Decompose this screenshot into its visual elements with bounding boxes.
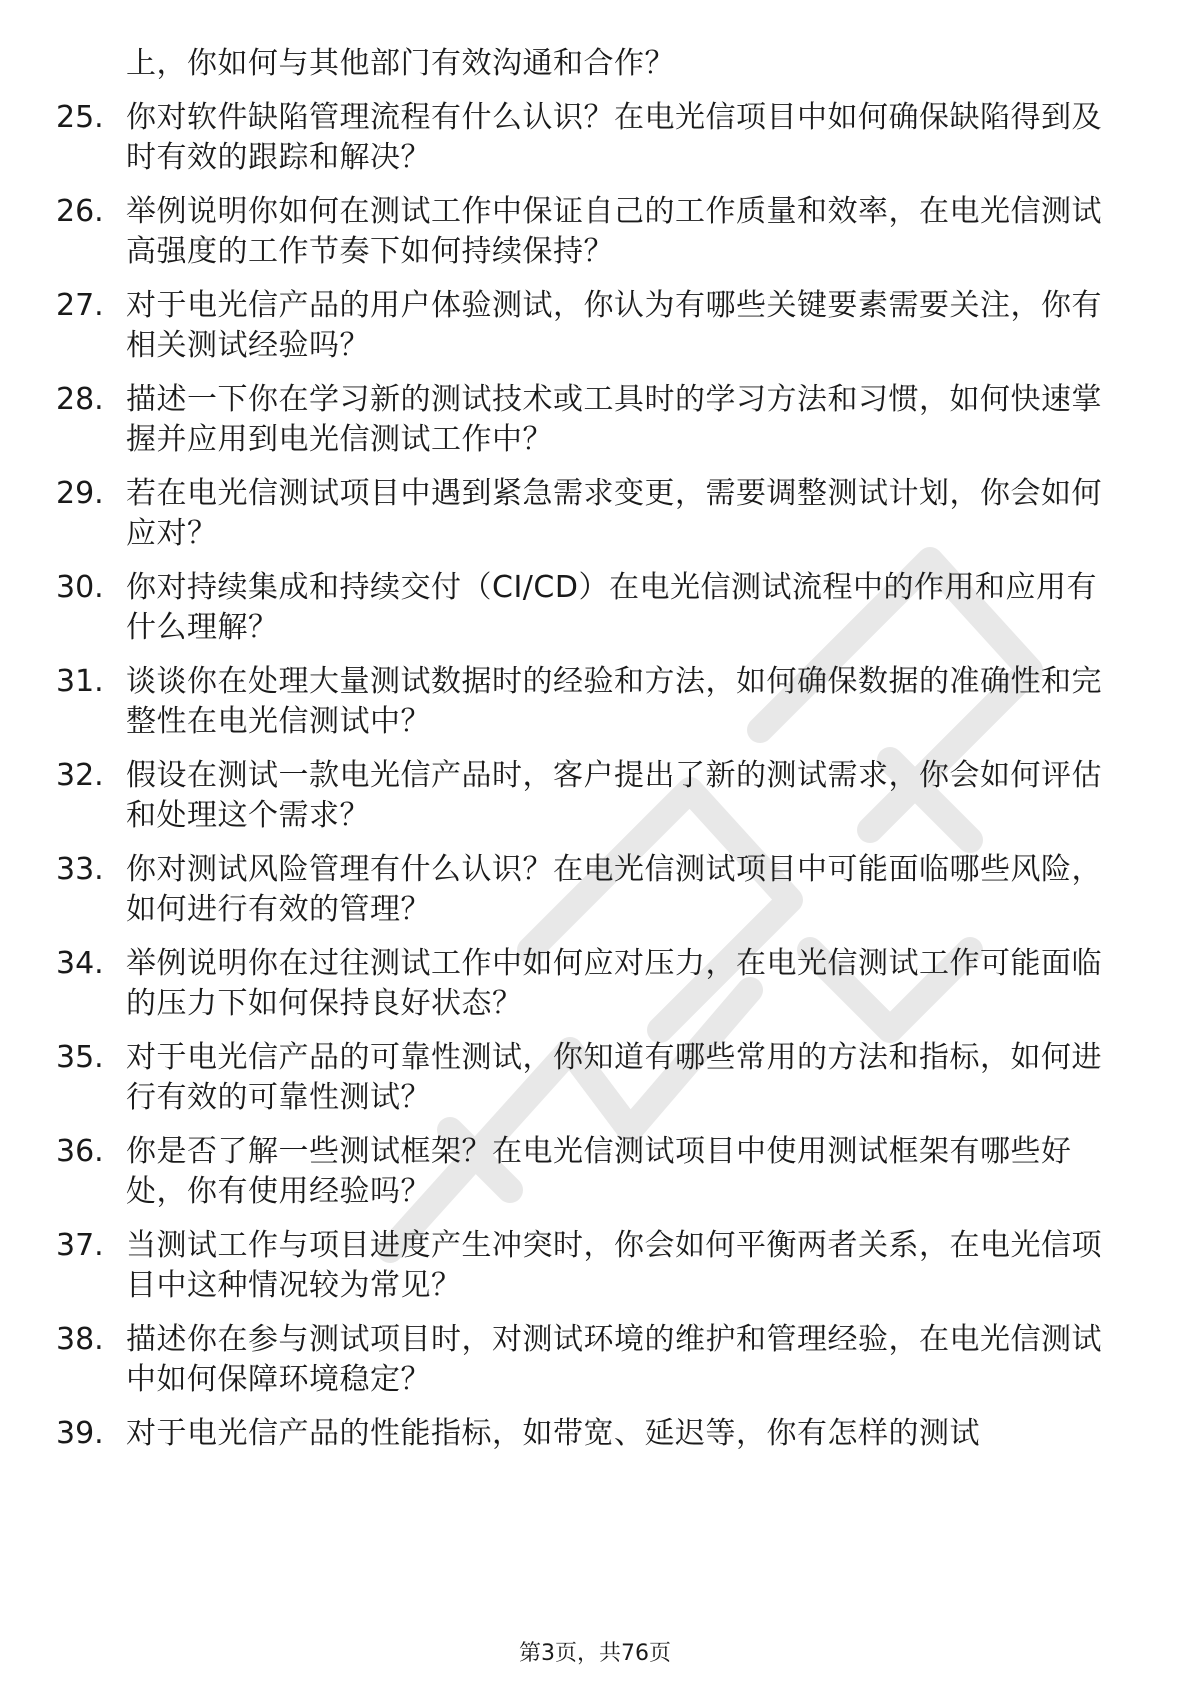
question-item (0, 944, 1190, 1024)
question-item (0, 1132, 1190, 1212)
question-text: 对于电光信产品的可靠性测试，你知道有哪些常用的方法和指标，如何进行有效的可靠性测试？ (126, 1040, 1102, 1115)
question-number: 28. (56, 382, 104, 417)
question-number: 39. (56, 1416, 104, 1451)
question-text: 举例说明你在过往测试工作中如何应对压力，在电光信测试工作可能面临的压力下如何保持良好状态？ (126, 946, 1102, 1021)
question-number: 37. (56, 1228, 104, 1263)
question-number: 36. (56, 1134, 104, 1169)
question-item (0, 380, 1190, 460)
question-number: 34. (56, 946, 104, 981)
question-number: 35. (56, 1040, 104, 1075)
question-text: 你对测试风险管理有什么认识？在电光信测试项目中可能面临哪些风险，如何进行有效的管理？ (126, 852, 1102, 927)
question-text: 你是否了解一些测试框架？在电光信测试项目中使用测试框架有哪些好处，你有使用经验吗？ (126, 1134, 1072, 1209)
question-number: 27. (56, 288, 104, 323)
question-text: 上，你如何与其他部门有效沟通和合作？ (126, 46, 675, 81)
question-text: 谈谈你在处理大量测试数据时的经验和方法，如何确保数据的准确性和完整性在电光信测试中？ (126, 664, 1102, 739)
question-number: 26. (56, 194, 104, 229)
question-item (0, 662, 1190, 742)
question-item (0, 474, 1190, 554)
question-number: 33. (56, 852, 104, 887)
question-text: 对于电光信产品的性能指标，如带宽、延迟等，你有怎样的测试 (126, 1416, 980, 1451)
question-number: 38. (56, 1322, 104, 1357)
question-continuation (0, 44, 1190, 84)
page-footer: 第3页，共76页 (519, 1641, 671, 1666)
question-item (0, 98, 1190, 178)
question-text: 举例说明你如何在测试工作中保证自己的工作质量和效率，在电光信测试高强度的工作节奏下如何持续保持？ (126, 194, 1102, 269)
question-number: 29. (56, 476, 104, 511)
question-item (0, 1320, 1190, 1400)
question-number: 30. (56, 570, 104, 605)
question-text: 描述一下你在学习新的测试技术或工具时的学习方法和习惯，如何快速掌握并应用到电光信测试工作中？ (126, 382, 1102, 457)
question-text: 假设在测试一款电光信产品时，客户提出了新的测试需求，你会如何评估和处理这个需求？ (126, 758, 1102, 833)
question-item (0, 756, 1190, 836)
question-number: 31. (56, 664, 104, 699)
question-text: 当测试工作与项目进度产生冲突时，你会如何平衡两者关系，在电光信项目中这种情况较为常见？ (126, 1228, 1102, 1303)
question-text: 对于电光信产品的用户体验测试，你认为有哪些关键要素需要关注，你有相关测试经验吗？ (126, 288, 1102, 363)
question-text: 描述你在参与测试项目时，对测试环境的维护和管理经验，在电光信测试中如何保障环境稳定？ (126, 1322, 1102, 1397)
question-item (0, 568, 1190, 648)
question-text: 你对软件缺陷管理流程有什么认识？在电光信项目中如何确保缺陷得到及时有效的跟踪和解决？ (126, 100, 1102, 175)
question-item (0, 1414, 1190, 1454)
question-item (0, 1226, 1190, 1306)
question-text: 你对持续集成和持续交付（CI/CD）在电光信测试流程中的作用和应用有什么理解？ (126, 570, 1097, 645)
question-text: 若在电光信测试项目中遇到紧急需求变更，需要调整测试计划，你会如何应对？ (126, 476, 1102, 551)
question-number: 25. (56, 100, 104, 135)
question-item (0, 850, 1190, 930)
question-list (0, 44, 1190, 1454)
question-number: 32. (56, 758, 104, 793)
question-item (0, 1038, 1190, 1118)
question-item (0, 286, 1190, 366)
question-item (0, 192, 1190, 272)
